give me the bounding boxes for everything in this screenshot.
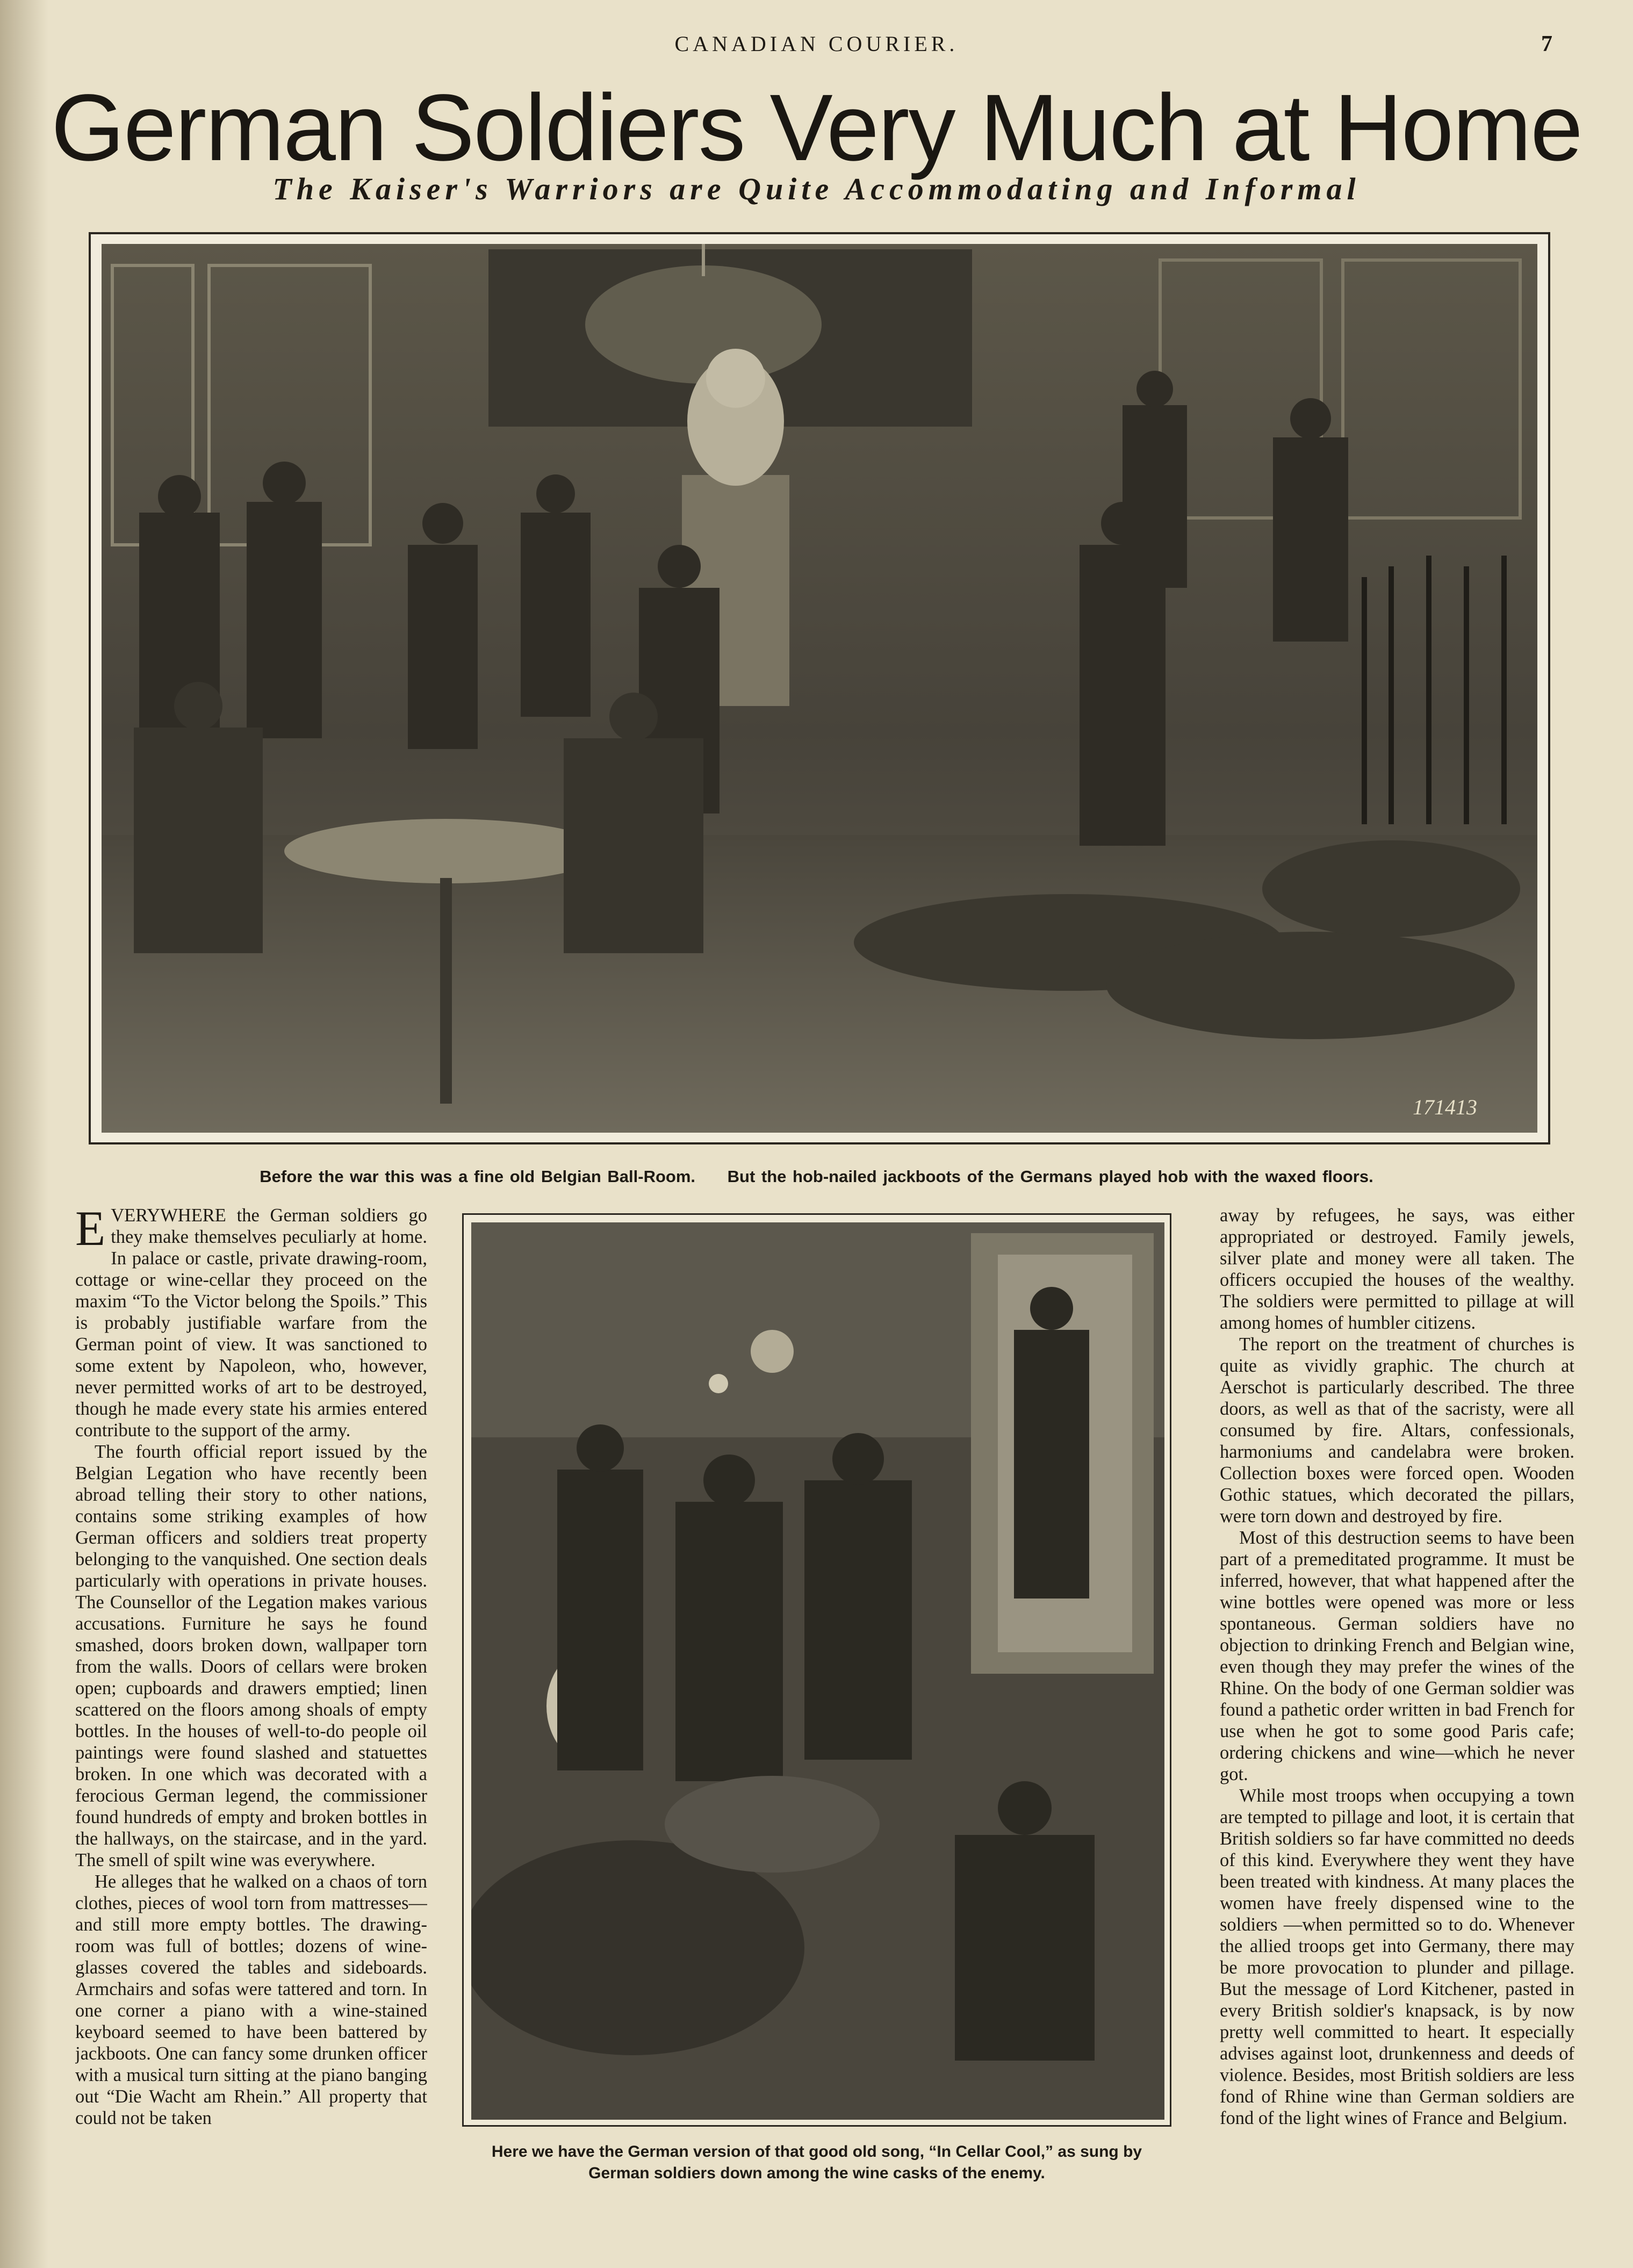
- article-column-left: [75, 1205, 427, 2209]
- caption-part-1: Before the war this was a fine old Belgian Ball-Room.: [260, 1167, 696, 1186]
- drop-cap: E: [75, 1205, 106, 1256]
- ballroom-photo-caption: [0, 1167, 1633, 1186]
- article-paragraph: The fourth official report issued by the Belgian Legation who have recently been abroad telling their story to other nations, contains some striking examples of how German officers and soldiers treat property belonging to the vanquished. One section deals particularly with operations in private houses. The Counsellor of the Legation makes various accusations. Furniture he says he found smashed, doors broken down, wallpaper torn from the walls. Doors of cellars were broken open; cupboards and drawers emptied; linen scattered on the floors among shoals of empty bottles. In the houses of well-to-do people oil paintings were found slashed and statuettes broken. In one which was decorated with a ferocious German legend, the commissioner found hundreds of empty and broken bottles in the hallways, on the staircase, and in the yard. The smell of spilt wine was everywhere.: [75, 1442, 427, 1870]
- article-paragraph: EVERYWHERE the German soldiers go they make themselves peculiarly at home. In palace or castle, private drawing-room, cottage or wine-cellar they proceed on the maxim “To the Victor belong the Spoils.” This is probably justifiable warfare from the German point of view. It was sanctioned to some extent by Napoleon, who, however, never permitted works of art to be destroyed, though he made every state his armies entered contribute to the support of the army.: [75, 1205, 427, 1441]
- article-paragraph: He alleges that he walked on a chaos of torn clothes, pieces of wool torn from mattresses—and still more empty bottles. The drawing-room was full of bottles; dozens of wine-glasses covered the tables and sideboards. Armchairs and sofas were tattered and torn. In one corner a piano with a wine-stained keyboard seemed to have been battered by jackboots. One can fancy some drunken officer with a musical turn sitting at the piano banging out “Die Wacht am Rhein.” All property that could not be taken: [75, 1871, 427, 2128]
- binding-shadow: [0, 0, 48, 2268]
- article-paragraph: Most of this destruction seems to have been part of a premeditated programme. It must be inferred, however, that what happened after the wine bottles were opened was more or less spontaneous. German soldiers have no objection to drinking French and Belgian wine, even though they may prefer the wines of the Rhine. On the body of one German soldier was found a pathetic order written in bad French for use when he got to some good Paris cafe; ordering chickens and wine—which he never got.: [1220, 1528, 1574, 1784]
- article-paragraph: While most troops when occupying a town are tempted to pillage and loot, it is certain that British soldiers so far have committed no deeds of this kind. Everywhere they went they have been treated with kindness. At many places the women have freely dispensed wine to the soldiers —when permitted so to do. Whenever the allied troops get into Germany, there may be more provocation to plunder and pillage. But the message of Lord Kitchener, pasted in every British soldier's knapsack, is by now pretty well committed to heart. It especially advises against loot, drunkenness and deeds of violence. Besides, most British soldiers are less fond of Rhine wine than German soldiers are fond of the light wines of France and Belgium.: [1220, 1785, 1574, 2128]
- article-column-right: [1220, 1205, 1574, 2209]
- cellar-illustration: [462, 1213, 1171, 2127]
- running-head: CANADIAN COURIER.: [674, 32, 959, 56]
- page-number: 7: [1541, 32, 1552, 56]
- cellar-illustration-caption: Here we have the German version of that good old song, “In Cellar Cool,” as sung by German soldiers down among the wine casks of the enemy.: [491, 2143, 1142, 2182]
- article-paragraph: away by refugees, he says, was either appropriated or destroyed. Family jewels, silver plate and money were all taken. The officers occupied the houses of the wealthy. The soldiers were permitted to pillage at will among homes of humbler citizens.: [1220, 1205, 1574, 1333]
- caption-part-2: But the hob-nailed jackboots of the Germans played hob with the waxed floors.: [727, 1167, 1373, 1186]
- article-paragraph: The report on the treatment of churches is quite as vividly graphic. The church at Aerschot is particularly described. The three doors, as well as that of the sacristy, were all consumed by fire. Altars, confessionals, harmoniums and candelabra were broken. Collection boxes were forced open. Wooden Gothic statues, which decorated the pillars, were torn down and destroyed by fire.: [1220, 1334, 1574, 1527]
- article-headline: German Soldiers Very Much at Home: [51, 75, 1582, 181]
- ballroom-photo-image: [102, 244, 1537, 1133]
- article-subhead: The Kaiser's Warriors are Quite Accommodating and Informal: [272, 171, 1361, 206]
- photo-stamp: 171413: [1413, 1095, 1477, 1119]
- cellar-illustration-image: [471, 1222, 1164, 2120]
- ballroom-photo: [89, 232, 1550, 1144]
